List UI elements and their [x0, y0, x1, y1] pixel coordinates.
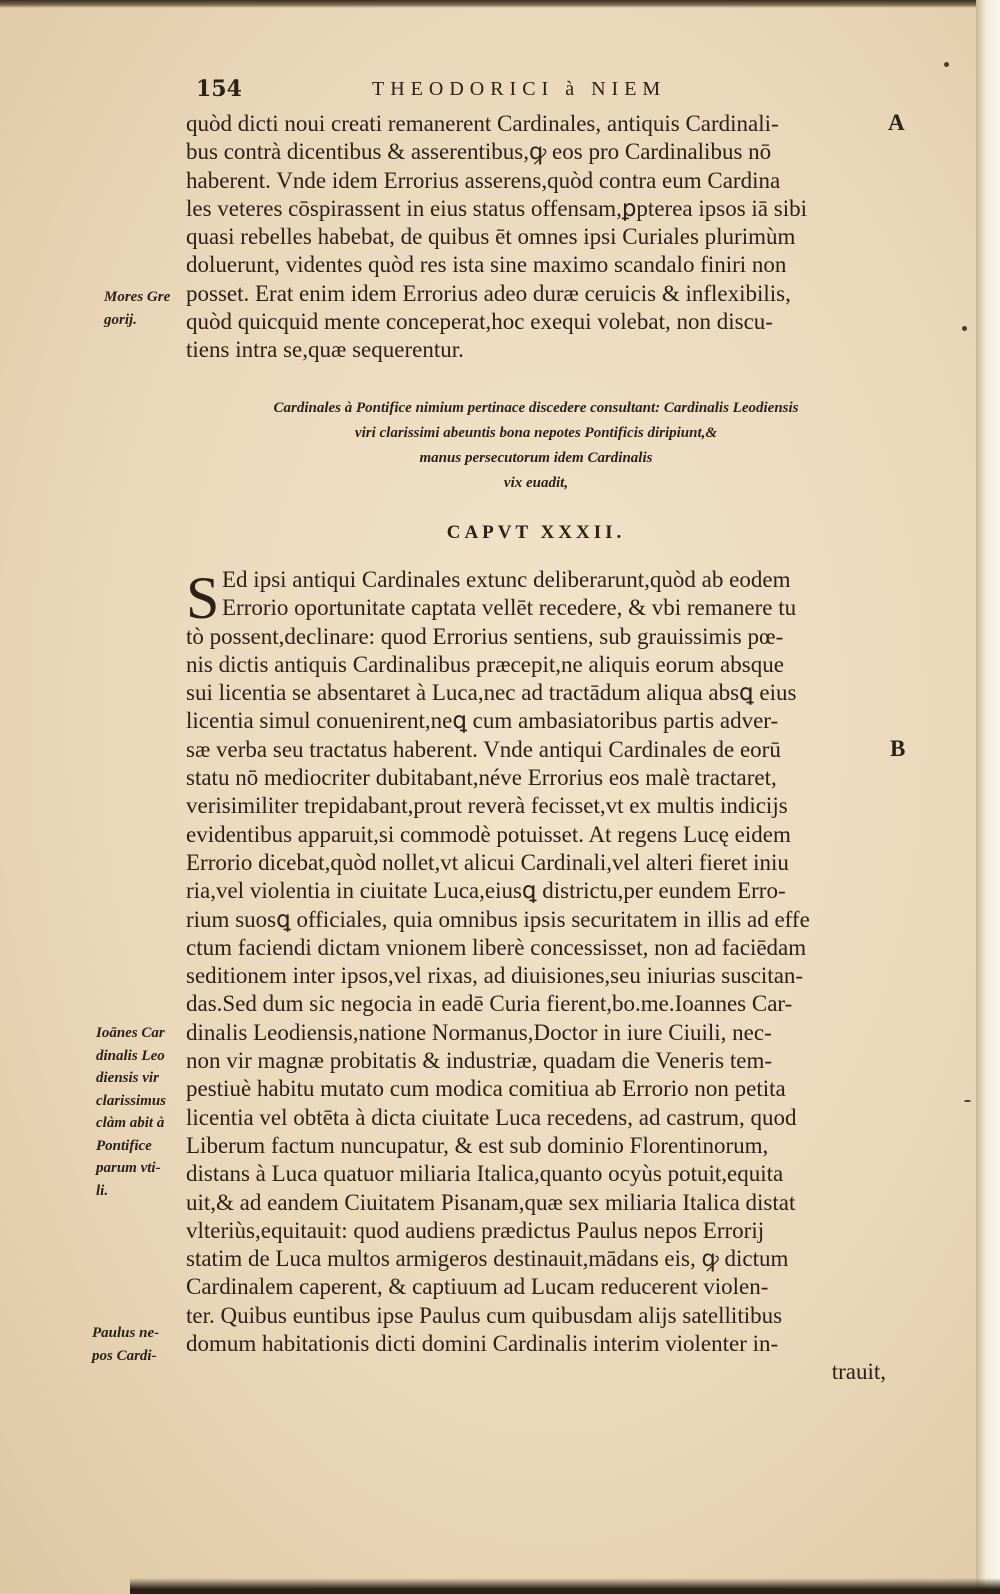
margin-note-ioannes	[96, 1022, 166, 1202]
text-line: Liberum factum nuncupatur, & est sub dominio Florentinorum,	[186, 1132, 769, 1158]
text-line: dinalis Leodiensis,natione Normanus,Doctor in iure Ciuili, nec-	[186, 1019, 772, 1045]
text-line: haberent. Vnde idem Errorius asserens,quòd contra eum Cardina	[186, 167, 781, 193]
text-line: ter. Quibus euntibus ipse Paulus cum quibusdam alijs satellitibus	[186, 1302, 783, 1328]
text-line: non vir magnæ probitatis & industriæ, quadam die Veneris tem-	[186, 1048, 772, 1074]
margin-note-line: Pontifice	[96, 1137, 152, 1154]
text-line: statim de Luca multos armigeros destinauit,mādans eis, ꝙ dictum	[186, 1246, 789, 1272]
margin-note-line: clarissimus	[96, 1092, 167, 1109]
page-header	[196, 74, 876, 106]
margin-note-line: dinalis Leo	[96, 1047, 165, 1064]
text-line: Errorio dicebat,quòd nollet,vt alicui Cardinali,vel alteri fieret iniu	[186, 849, 789, 875]
margin-note-line: Ioānes Car	[96, 1025, 165, 1041]
page-number: 154	[196, 76, 242, 102]
text-line: Ed ipsi antiqui Cardinales extunc deliberarunt,quòd ab eodem	[222, 567, 791, 592]
ink-speck	[962, 326, 967, 331]
summary-line: manus persecutorum idem Cardinalis	[419, 450, 653, 466]
text-line: ctum faciendi dictam vnionem liberè concessisset, non ad faciēdam	[186, 934, 807, 960]
text-line: licentia vel obtēta à dicta ciuitate Luca recedens, ad castrum, quod	[186, 1104, 797, 1130]
text-line: verisimiliter trepidabant,prout reverà fecisset,vt ex multis indicijs	[186, 793, 788, 819]
text-line: pestiuè habitu mutato cum modica comitiua ab Errorio non petita	[186, 1076, 786, 1102]
catchword: trauit,	[831, 1359, 886, 1385]
margin-note-line: li.	[96, 1182, 109, 1199]
margin-note-line: gorij.	[104, 311, 137, 328]
drop-cap: S	[186, 565, 220, 631]
summary-line: vix euadit,	[503, 475, 569, 491]
text-line: Errorio oportunitate captata vellēt recedere, & vbi remanere tu	[222, 595, 797, 621]
page-top-edge	[0, 0, 1000, 8]
text-line: rium suosꝗ officiales, quia omnibus ipsis securitatem in illis ad effe	[186, 906, 810, 932]
text-line: quasi rebelles habebat, de quibus ēt omnes ipsi Curiales plurimùm	[186, 224, 796, 250]
margin-letter-a: A	[888, 110, 905, 135]
summary-line: Cardinales à Pontifice nimium pertinace discedere consultant: Cardinalis Leodiensis	[273, 400, 799, 416]
ink-speck	[964, 1100, 971, 1102]
text-line: quòd dicti noui creati remanerent Cardinales, antiquis Cardinali-	[186, 111, 779, 136]
text-line: distans à Luca quatuor miliaria Italica,quanto ocyùs potuit,equita	[186, 1161, 784, 1187]
text-line: vlteriùs,equitauit: quod audiens prædictus Paulus nepos Errorij	[186, 1217, 765, 1243]
text-line: les veteres cōspirassent in eius status offensam,ꝑpterea ipsos iā sibi	[186, 195, 807, 221]
text-line: statu nō mediocriter dubitabant,néve Errorius eos malè tractaret,	[186, 765, 777, 791]
margin-note-line: pos Cardi-	[92, 1347, 157, 1364]
text-line: doluerunt, videntes quòd res ista sine maximo scandalo finiri non	[186, 252, 787, 278]
text-line: tiens intra se,quæ sequerentur.	[186, 337, 464, 363]
text-line: seditionem inter ipsos,vel rixas, ad diuisiones,seu iniurias suscitan-	[186, 963, 804, 989]
margin-note-mores	[104, 286, 170, 331]
summary-line: viri clarissimi abeuntis bona nepotes Pontificis diripiunt,&	[354, 425, 718, 441]
margin-note-line: diensis vir	[96, 1070, 159, 1086]
text-line: licentia simul conuenirent,neꝗ cum ambasiatoribus partis adver-	[186, 708, 779, 734]
top-paragraph	[186, 110, 886, 365]
chapter-summary	[186, 396, 886, 496]
ink-speck	[944, 62, 949, 67]
margin-note-line: parum vti-	[96, 1160, 161, 1176]
page-bottom-edge	[130, 1578, 1000, 1594]
text-line: nis dictis antiquis Cardinalibus præcepit,ne aliquis eorum absque	[186, 651, 784, 677]
text-line: bus contrà dicentibus & asserentibus,ꝙ eos pro Cardinalibus nō	[186, 139, 772, 165]
text-line: quòd quicquid mente conceperat,hoc exequi volebat, non discu-	[186, 309, 773, 335]
margin-note-paulus	[92, 1322, 159, 1367]
text-line: evidentibus apparuit,si commodè potuisset. At regens Lucę eidem	[186, 821, 791, 847]
text-line: posset. Erat enim idem Errorius adeo duræ ceruicis & inflexibilis,	[186, 280, 791, 306]
text-line: das.Sed dum sic negocia in eadē Curia fierent,bo.me.Ioannes Car-	[186, 991, 793, 1017]
text-line: ria,vel violentia in ciuitate Luca,eiusꝗ districtu,per eundem Erro-	[186, 878, 786, 904]
margin-letter-b: B	[890, 736, 906, 761]
running-head: THEODORICI à NIEM	[372, 78, 667, 100]
margin-note-line: Paulus ne-	[92, 1325, 160, 1341]
text-line: uit,& ad eandem Ciuitatem Pisanam,quæ sex miliaria Italica distat	[186, 1189, 796, 1215]
chapter-text	[186, 566, 886, 1387]
text-line: Cardinalem caperent, & captiuum ad Lucam reducerent violen-	[186, 1274, 769, 1300]
margin-note-line: clàm abit à	[96, 1115, 165, 1131]
text-line: sæ verba seu tractatus haberent. Vnde antiqui Cardinales de eorū	[186, 736, 781, 762]
margin-note-line: Mores Gre	[104, 289, 171, 305]
page-right-edge	[976, 0, 1000, 1594]
text-line: sui licentia se absentaret à Luca,nec ad tractādum aliqua absꝗ eius	[186, 680, 797, 706]
text-line: tò possent,declinare: quod Errorius sentiens, sub grauissimis pœ-	[186, 623, 784, 649]
chapter-title: CAPVT XXXII.	[446, 522, 626, 543]
text-line: domum habitationis dicti domini Cardinalis interim violenter in-	[186, 1331, 779, 1357]
